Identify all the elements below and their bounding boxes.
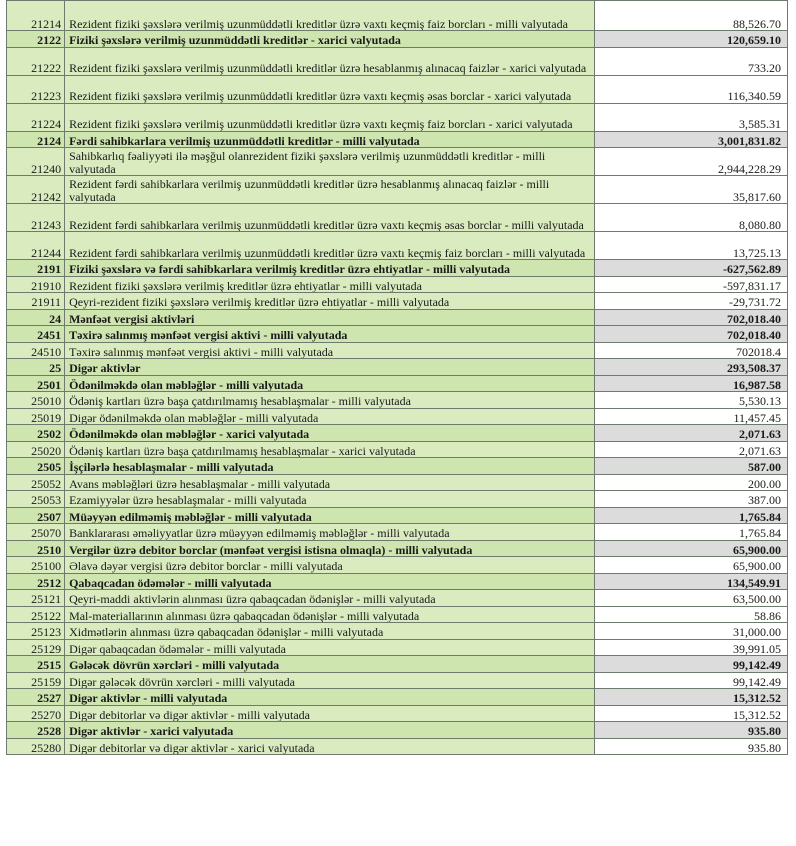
table-row [7,738,788,755]
row-description: Xidmətlərin alınması üzrə qabaqcadan ödənişlər - milli valyutada [65,623,595,640]
row-description: Fərdi sahibkarlara verilmiş uzunmüddətli kreditlər - milli valyutada [65,131,595,148]
row-code: 21224 [7,103,65,131]
table-row [7,47,788,75]
row-value: 11,457.45 [594,408,787,425]
row-value: 63,500.00 [594,590,787,607]
row-code: 2122 [7,31,65,48]
row-description: Rezident fiziki şəxslərə verilmiş uzunmüddətli kreditlər üzrə hesablanmış alınacaq faizlər - xarici valyutada [65,47,595,75]
row-description: Gələcək dövrün xərcləri - milli valyutada [65,656,595,673]
row-value: 134,549.91 [594,573,787,590]
row-code: 21910 [7,276,65,293]
row-description: Ödənilməkdə olan məbləğlər - milli valyutada [65,375,595,392]
row-code: 2512 [7,573,65,590]
row-code: 24510 [7,342,65,359]
row-value: 935.80 [594,722,787,739]
table-row [7,176,788,204]
row-value: 99,142.49 [594,672,787,689]
row-value: 702,018.40 [594,326,787,343]
table-row [7,639,788,656]
table-row [7,689,788,706]
row-value: 8,080.80 [594,204,787,232]
row-code: 25159 [7,672,65,689]
table-row [7,342,788,359]
table-row [7,359,788,376]
table-row [7,672,788,689]
financial-table [6,0,788,755]
row-code: 2191 [7,260,65,277]
row-value: 58.86 [594,606,787,623]
row-code: 25020 [7,441,65,458]
row-value: 15,312.52 [594,705,787,722]
row-description: İşçilərlə hesablaşmalar - milli valyutada [65,458,595,475]
row-description: Rezident fiziki şəxslərə verilmiş uzunmüddətli kreditlər üzrə vaxtı keçmiş faiz borcları - xarici valyutada [65,103,595,131]
row-value: 587.00 [594,458,787,475]
row-code: 2515 [7,656,65,673]
table-row [7,656,788,673]
row-description: Rezident fərdi sahibkarlara verilmiş uzunmüddətli kreditlər üzrə hesablanmış alınacaq faizlər - milli valyutada [65,176,595,204]
row-description: Müəyyən edilməmiş məbləğlər - milli valyutada [65,507,595,524]
table-row [7,131,788,148]
row-value: 99,142.49 [594,656,787,673]
row-value: 1,765.84 [594,507,787,524]
row-description: Əlavə dəyər vergisi üzrə debitor borclar - milli valyutada [65,557,595,574]
row-description: Ödənilməkdə olan məbləğlər - xarici valyutada [65,425,595,442]
row-value: 387.00 [594,491,787,508]
row-value: 116,340.59 [594,75,787,103]
row-description: Təxirə salınmış mənfəət vergisi aktivi - milli valyutada [65,326,595,343]
row-code: 21240 [7,148,65,176]
table-row [7,425,788,442]
table-row [7,705,788,722]
row-code: 25270 [7,705,65,722]
row-value: 3,585.31 [594,103,787,131]
row-code: 25100 [7,557,65,574]
row-code: 25053 [7,491,65,508]
row-value: 15,312.52 [594,689,787,706]
row-description: Digər qabaqcadan ödəmələr - milli valyutada [65,639,595,656]
table-row [7,1,788,31]
row-code: 21244 [7,232,65,260]
row-code: 25070 [7,524,65,541]
row-value: 935.80 [594,738,787,755]
row-description: Mənfəət vergisi aktivləri [65,309,595,326]
table-row [7,573,788,590]
row-description: Rezident fiziki şəxslərə verilmiş uzunmüddətli kreditlər üzrə vaxtı keçmiş əsas borclar - xarici valyutada [65,75,595,103]
table-row [7,260,788,277]
table-row [7,606,788,623]
row-value: 5,530.13 [594,392,787,409]
row-description: Digər debitorlar və digər aktivlər - milli valyutada [65,705,595,722]
row-description: Rezident fiziki şəxslərə verilmiş uzunmüddətli kreditlər üzrə vaxtı keçmiş faiz borcları - milli valyutada [65,1,595,31]
row-code: 21243 [7,204,65,232]
row-code: 25121 [7,590,65,607]
row-code: 2527 [7,689,65,706]
row-code: 2451 [7,326,65,343]
row-value: -597,831.17 [594,276,787,293]
row-code: 21223 [7,75,65,103]
row-value: 2,071.63 [594,441,787,458]
table-row [7,103,788,131]
row-description: Digər gələcək dövrün xərcləri - milli valyutada [65,672,595,689]
row-value: -627,562.89 [594,260,787,277]
table-row [7,31,788,48]
row-value: 702,018.40 [594,309,787,326]
table-row [7,75,788,103]
row-value: 733.20 [594,47,787,75]
row-code: 25129 [7,639,65,656]
row-description: Digər aktivlər - xarici valyutada [65,722,595,739]
table-row [7,392,788,409]
table-row [7,557,788,574]
row-code: 25019 [7,408,65,425]
row-description: Qabaqcadan ödəmələr - milli valyutada [65,573,595,590]
table-row [7,276,788,293]
table-row [7,458,788,475]
row-code: 25123 [7,623,65,640]
row-value: 200.00 [594,474,787,491]
table-row [7,375,788,392]
row-value: 16,987.58 [594,375,787,392]
row-code: 25122 [7,606,65,623]
row-value: -29,731.72 [594,293,787,310]
row-description: Mal-materiallarının alınması üzrə qabaqcadan ödənişlər - milli valyutada [65,606,595,623]
row-description: Rezident fərdi sahibkarlara verilmiş uzunmüddətli kreditlər üzrə vaxtı keçmiş faiz borcları - milli valyutada [65,232,595,260]
row-value: 39,991.05 [594,639,787,656]
row-value: 65,900.00 [594,540,787,557]
table-row [7,590,788,607]
row-description: Sahibkarlıq fəaliyyəti ilə məşğul olanrezident fiziki şəxslərə verilmiş uzunmüddətli kreditlər - milli valyutada [65,148,595,176]
table-row [7,309,788,326]
row-description: Təxirə salınmış mənfəət vergisi aktivi - milli valyutada [65,342,595,359]
row-description: Qeyri-rezident fiziki şəxslərə verilmiş kreditlər üzrə ehtiyatlar - milli valyutada [65,293,595,310]
row-value: 2,071.63 [594,425,787,442]
table-row [7,491,788,508]
row-code: 2124 [7,131,65,148]
table-row [7,474,788,491]
row-code: 2505 [7,458,65,475]
table-row [7,524,788,541]
row-code: 21214 [7,1,65,31]
row-code: 2507 [7,507,65,524]
table-row [7,540,788,557]
table-row [7,722,788,739]
row-description: Ödəniş kartları üzrə başa çatdırılmamış hesablaşmalar - xarici valyutada [65,441,595,458]
row-value: 31,000.00 [594,623,787,640]
row-description: Digər aktivlər [65,359,595,376]
row-code: 21911 [7,293,65,310]
table-row [7,623,788,640]
row-value: 702018.4 [594,342,787,359]
row-code: 2528 [7,722,65,739]
row-description: Banklararası əməliyyatlar üzrə müəyyən edilməmiş məbləğlər - milli valyutada [65,524,595,541]
row-value: 88,526.70 [594,1,787,31]
row-code: 25052 [7,474,65,491]
table-body [7,1,788,755]
row-description: Digər aktivlər - milli valyutada [65,689,595,706]
row-description: Digər debitorlar və digər aktivlər - xarici valyutada [65,738,595,755]
table-row [7,204,788,232]
row-description: Qeyri-maddi aktivlərin alınması üzrə qabaqcadan ödənişlər - milli valyutada [65,590,595,607]
row-value: 3,001,831.82 [594,131,787,148]
row-description: Ezamiyyələr üzrə hesablaşmalar - milli valyutada [65,491,595,508]
table-row [7,441,788,458]
row-description: Rezident fərdi sahibkarlara verilmiş uzunmüddətli kreditlər üzrə vaxtı keçmiş əsas borclar - milli valyutada [65,204,595,232]
row-value: 35,817.60 [594,176,787,204]
row-value: 13,725.13 [594,232,787,260]
row-code: 2501 [7,375,65,392]
row-code: 25280 [7,738,65,755]
table-row [7,326,788,343]
row-value: 120,659.10 [594,31,787,48]
row-code: 25010 [7,392,65,409]
row-code: 24 [7,309,65,326]
table-row [7,232,788,260]
row-description: Ödəniş kartları üzrə başa çatdırılmamış hesablaşmalar - milli valyutada [65,392,595,409]
row-code: 2502 [7,425,65,442]
row-description: Fiziki şəxslərə və fərdi sahibkarlara verilmiş kreditlər üzrə ehtiyatlar - milli valyutada [65,260,595,277]
row-description: Rezident fiziki şəxslərə verilmiş kreditlər üzrə ehtiyatlar - milli valyutada [65,276,595,293]
row-description: Fiziki şəxslərə verilmiş uzunmüddətli kreditlər - xarici valyutada [65,31,595,48]
row-code: 21222 [7,47,65,75]
row-code: 21242 [7,176,65,204]
row-description: Vergilər üzrə debitor borclar (mənfəət vergisi istisna olmaqla) - milli valyutada [65,540,595,557]
row-description: Digər ödənilməkdə olan məbləğlər - milli valyutada [65,408,595,425]
table-row [7,293,788,310]
row-code: 25 [7,359,65,376]
row-value: 1,765.84 [594,524,787,541]
table-row [7,408,788,425]
table-row [7,148,788,176]
row-value: 293,508.37 [594,359,787,376]
row-description: Avans məbləğləri üzrə hesablaşmalar - milli valyutada [65,474,595,491]
table-row [7,507,788,524]
row-code: 2510 [7,540,65,557]
row-value: 65,900.00 [594,557,787,574]
row-value: 2,944,228.29 [594,148,787,176]
